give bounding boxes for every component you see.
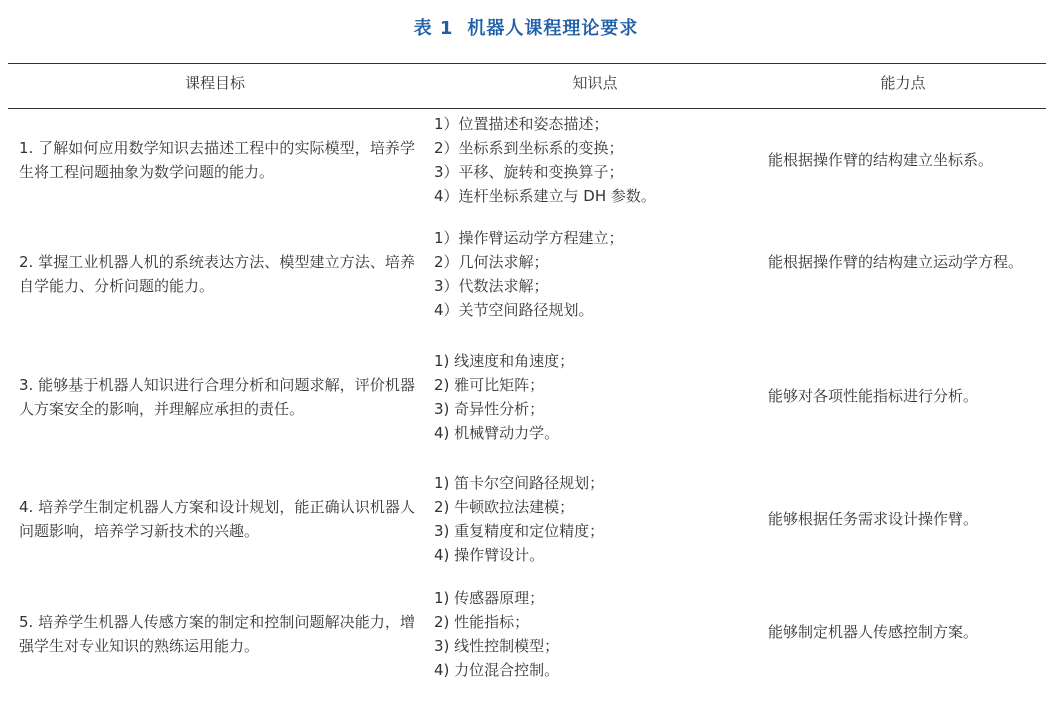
table-top-rule [8,63,1046,64]
knowledge-list [434,226,764,322]
header-ability-points: 能力点 [880,74,926,92]
knowledge-list [434,471,764,567]
knowledge-item: 3) 奇异性分析； [434,400,545,418]
knowledge-item: 2）几何法求解； [434,253,549,271]
course-goal-cell: 1. 了解如何应用数学知识去描述工程中的实际模型，培养学生将工程问题抽象为数学问题的能力。 [19,139,415,181]
ability-cell: 能根据操作臂的结构建立运动学方程。 [768,253,1024,271]
ability-cell: 能根据操作臂的结构建立坐标系。 [768,151,994,169]
header-knowledge-points: 知识点 [572,74,618,92]
knowledge-list [434,349,764,445]
course-goal-cell: 5. 培养学生机器人传感方案的制定和控制问题解决能力，增强学生对专业知识的熟练运用能力。 [19,613,415,655]
knowledge-item: 2) 性能指标； [434,613,530,631]
knowledge-item: 4）连杆坐标系建立与 DH 参数。 [434,187,656,205]
knowledge-item: 1）操作臂运动学方程建立； [434,229,624,247]
ability-cell: 能够制定机器人传感控制方案。 [768,623,979,641]
knowledge-list [434,586,764,682]
knowledge-item: 3) 重复精度和定位精度； [434,522,605,540]
table-caption [0,14,1052,40]
knowledge-item: 2) 雅可比矩阵； [434,376,545,394]
header-course-goal: 课程目标 [184,74,245,92]
knowledge-item: 3) 线性控制模型； [434,637,560,655]
knowledge-item: 1）位置描述和姿态描述； [434,115,609,133]
course-goal-cell: 3. 能够基于机器人知识进行合理分析和问题求解，评价机器人方案安全的影响，并理解应承担的责任。 [19,376,415,418]
knowledge-item: 4) 操作臂设计。 [434,546,545,564]
knowledge-item: 4）关节空间路径规划。 [434,301,594,319]
table-header-rule [8,108,1046,109]
table-number: 表 1 [413,18,454,39]
knowledge-item: 4) 力位混合控制。 [434,661,560,679]
knowledge-list [434,112,764,208]
table-title: 机器人课程理论要求 [467,18,639,39]
knowledge-item: 1) 线速度和角速度； [434,352,575,370]
knowledge-item: 4) 机械臂动力学。 [434,424,560,442]
ability-cell: 能够对各项性能指标进行分析。 [768,387,979,405]
course-goal-cell: 4. 培养学生制定机器人方案和设计规划，能正确认识机器人问题影响，培养学习新技术的兴趣。 [19,498,415,540]
knowledge-item: 3）代数法求解； [434,277,549,295]
knowledge-item: 2）坐标系到坐标系的变换； [434,139,624,157]
ability-cell: 能够根据任务需求设计操作臂。 [768,510,979,528]
knowledge-item: 1) 笛卡尔空间路径规划； [434,474,605,492]
course-goal-cell: 2. 掌握工业机器人机的系统表达方法、模型建立方法、培养自学能力、分析问题的能力。 [19,253,415,295]
knowledge-item: 2) 牛顿欧拉法建模； [434,498,575,516]
knowledge-item: 1) 传感器原理； [434,589,545,607]
knowledge-item: 3）平移、旋转和变换算子； [434,163,624,181]
